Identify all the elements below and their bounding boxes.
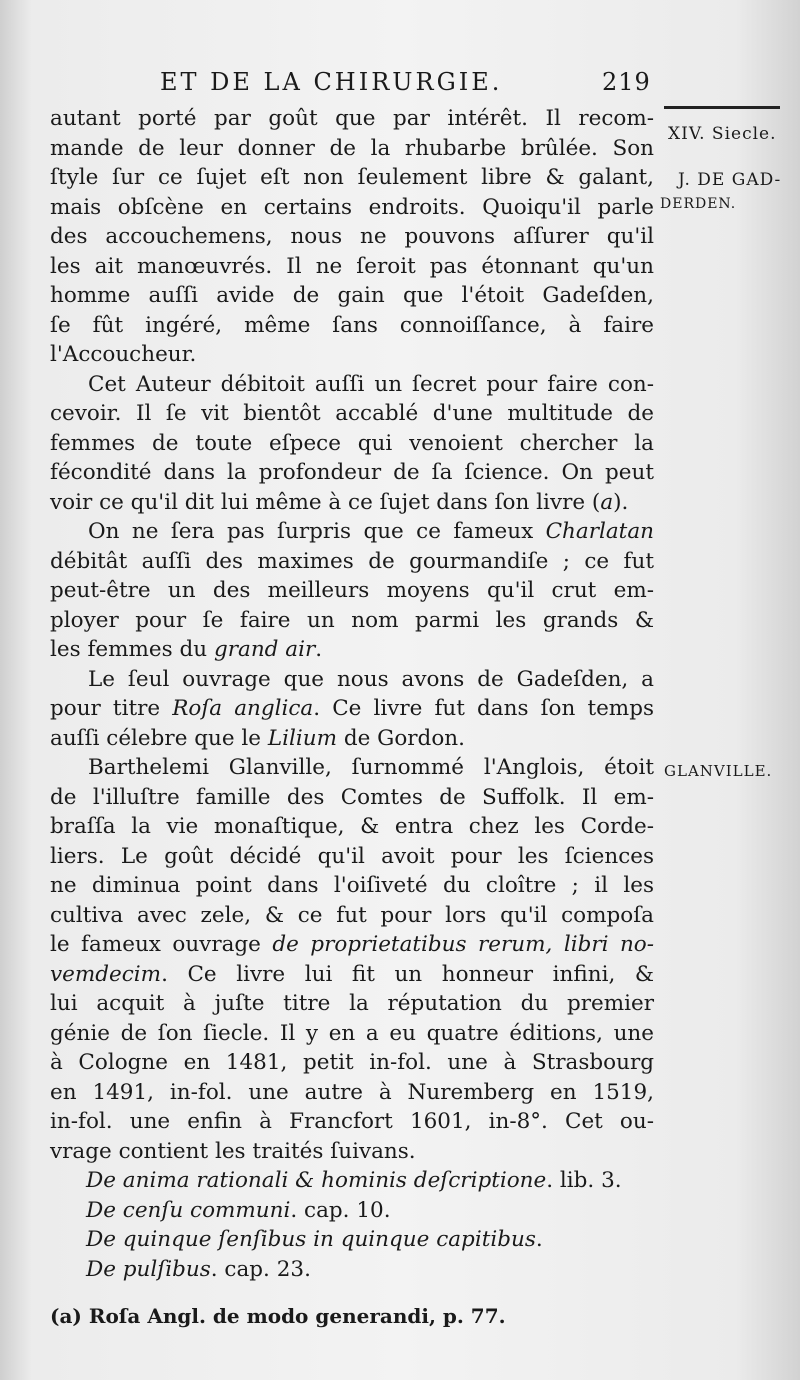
text-line: [50, 222, 654, 252]
text-segment: .: [315, 637, 323, 662]
text-segment: cevoir. Il ſe vit bientôt accablé d'une multitude de: [50, 401, 654, 426]
text-segment: débitât auſſi des maximes de gourmandiſe ; ce fut: [50, 548, 654, 574]
text-line: [50, 370, 654, 400]
text-line: [50, 871, 654, 901]
italic-text: De cenſu communi: [86, 1197, 291, 1223]
text-line: [50, 252, 654, 282]
body-text: [50, 104, 654, 1284]
text-line: [50, 1078, 654, 1108]
text-segment: mais obſcène en certains endroits. Quoiqu'il parle: [50, 194, 654, 220]
italic-text: Charlatan: [545, 519, 654, 544]
italic-text: de proprietatibus rerum, libri no-: [272, 932, 654, 957]
text-segment: . cap. 23.: [210, 1256, 311, 1282]
text-segment: Cet Auteur débitoit auſſi un ſecret pour faire con-: [88, 371, 654, 397]
text-line: [50, 1107, 654, 1137]
text-line: [50, 458, 654, 488]
margin-note-glanville: GLANVILLE.: [664, 762, 773, 780]
text-segment: liers. Le goût décidé qu'il avoit pour les ſciences: [50, 843, 654, 869]
list-item: [50, 1225, 654, 1255]
text-segment: de l'illuſtre famille des Comtes de Suffolk. Il em-: [50, 784, 654, 810]
text-segment: homme auſſi avide de gain que l'étoit Gadeſden,: [50, 283, 654, 308]
text-segment: à Cologne en 1481, petit in-fol. une à Strasbourg: [50, 1050, 654, 1075]
text-line: [50, 812, 654, 842]
text-line: [50, 517, 654, 547]
text-segment: vrage contient les traités ſuivans.: [50, 1138, 416, 1164]
text-segment: les ait manœuvrés. Il ne ſeroit pas étonnant qu'un: [50, 253, 654, 279]
text-line: [50, 104, 654, 134]
italic-text: De pulſibus: [86, 1256, 211, 1282]
text-segment: mande de leur donner de la rhubarbe brûlée. Son: [50, 135, 654, 161]
text-line: [50, 1019, 654, 1049]
text-line: [50, 281, 654, 311]
italic-text: grand air: [213, 637, 316, 662]
text-line: [50, 665, 654, 695]
italic-text: a: [600, 489, 614, 515]
italic-text: vemdecim: [50, 961, 162, 987]
italic-text: De quinque ſenſibus in quinque capitibus: [86, 1227, 536, 1252]
text-line: [50, 134, 654, 164]
text-segment: in-fol. une enfin à Francfort 1601, in-8°. Cet ou-: [50, 1109, 654, 1134]
text-line: [50, 547, 654, 577]
margin-note-author-1: J. DE GAD-: [678, 170, 782, 190]
text-segment: voir ce qu'il dit lui même à ce ſujet dans ſon livre (: [50, 489, 601, 515]
text-segment: des accouchemens, nous ne pouvons aſſurer qu'il: [50, 224, 654, 249]
text-segment: ſtyle ſur ce ſujet eſt non ſeulement libre & galant,: [50, 165, 654, 190]
text-segment: ſe fût ingéré, même ſans connoiſſance, à faire: [50, 312, 654, 338]
text-segment: l'Accoucheur.: [50, 342, 197, 367]
text-segment: Barthelemi Glanville, ſurnommé l'Anglois, étoit: [88, 755, 654, 780]
text-segment: en 1491, in-fol. une autre à Nuremberg en 1519,: [50, 1079, 654, 1105]
text-line: [50, 783, 654, 813]
text-line: [50, 606, 654, 636]
text-segment: ployer pour ſe faire un nom parmi les grands &: [50, 607, 654, 633]
text-line: [50, 842, 654, 872]
text-segment: .: [535, 1227, 543, 1252]
text-line: [50, 576, 654, 606]
text-segment: autant porté par goût que par intérêt. Il recom-: [50, 106, 654, 131]
text-segment: . Ce livre lui fit un honneur infini, &: [161, 961, 654, 987]
running-title: ET DE LA CHIRURGIE.: [160, 68, 503, 96]
text-segment: On ne ſera pas ſurpris que ce fameux: [88, 519, 546, 544]
text-segment: femmes de toute eſpece qui venoient chercher la: [50, 430, 654, 456]
text-line: [50, 989, 654, 1019]
text-line: [50, 429, 654, 459]
text-line: [50, 930, 654, 960]
text-segment: peut-être un des meilleurs moyens qu'il crut em-: [50, 578, 654, 603]
margin-note-author-2: DERDEN.: [660, 196, 737, 212]
text-line: [50, 753, 654, 783]
text-segment: le fameux ouvrage: [50, 932, 273, 957]
text-segment: fécondité dans la profondeur de ſa ſcience. On peut: [50, 460, 654, 485]
text-line: [50, 1137, 654, 1167]
text-segment: Le ſeul ouvrage que nous avons de Gadeſden, a: [88, 666, 654, 692]
text-line: [50, 163, 654, 193]
text-line: [50, 635, 654, 665]
text-segment: . lib. 3.: [546, 1168, 622, 1193]
italic-text: Lilium: [267, 725, 337, 751]
text-line: [50, 311, 654, 341]
text-segment: pour titre: [50, 696, 173, 721]
text-segment: de Gordon.: [337, 725, 465, 751]
text-segment: auſſi célebre que le: [50, 725, 268, 751]
list-item: [50, 1166, 654, 1196]
text-segment: cultiva avec zele, & ce fut pour lors qu'il compoſa: [50, 902, 654, 928]
text-line: [50, 960, 654, 990]
text-line: [50, 340, 654, 370]
text-line: [50, 488, 654, 518]
text-segment: braſſa la vie monaſtique, & entra chez les Corde-: [50, 814, 654, 839]
text-segment: . Ce livre fut dans ſon temps: [313, 696, 654, 721]
text-segment: ne diminua point dans l'oiſiveté du cloître ; il les: [50, 873, 654, 898]
text-segment: lui acquit à juſte titre la réputation du premier: [50, 991, 654, 1016]
list-item: [50, 1255, 654, 1285]
text-line: [50, 1048, 654, 1078]
text-segment: . cap. 10.: [290, 1197, 391, 1223]
page-number: 219: [602, 68, 651, 96]
text-line: [50, 724, 654, 754]
margin-rule: [664, 106, 780, 109]
text-line: [50, 399, 654, 429]
footnote: (a) Roſa Angl. de modo generandi, p. 77.: [50, 1304, 506, 1328]
text-segment: les femmes du: [50, 637, 214, 662]
text-line: [50, 193, 654, 223]
italic-text: De anima rationali & hominis deſcriptione: [86, 1168, 547, 1193]
margin-note-century: XIV. Siecle.: [668, 124, 777, 144]
text-segment: génie de ſon ſiecle. Il y en a eu quatre éditions, une: [50, 1020, 654, 1046]
text-line: [50, 901, 654, 931]
text-segment: ).: [613, 489, 629, 515]
text-line: [50, 694, 654, 724]
list-item: [50, 1196, 654, 1226]
italic-text: Roſa anglica: [172, 696, 314, 721]
